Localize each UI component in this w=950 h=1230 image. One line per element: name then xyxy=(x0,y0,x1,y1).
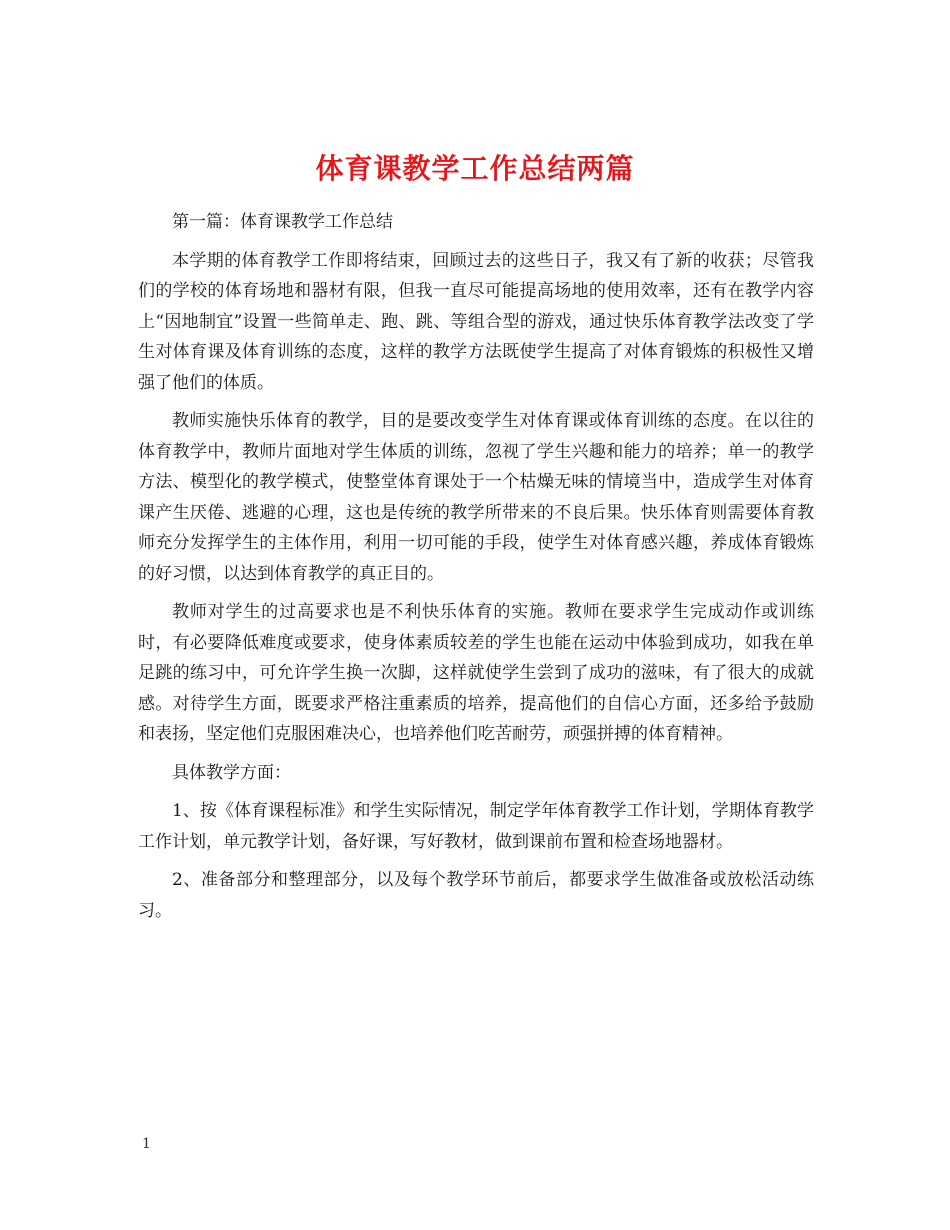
list-item: 2、准备部分和整理部分，以及每个教学环节前后，都要求学生做准备或放松活动练习。 xyxy=(138,870,814,921)
section-heading: 第一篇：体育课教学工作总结 xyxy=(172,212,393,232)
body-paragraph: 教师对学生的过高要求也是不利快乐体育的实施。教师在要求学生完成动作或训练时，有必要降低难度或要求，使身体素质较差的学生也能在运动中体验到成功，如我在单足跳的练习中，可允许学生换一次脚，这样就使学生尝到了成功的滋味，有了很大的成就感。对待学生方面，既要求严格注重素质的培养，提高他们的自信心方面，还多给予鼓励和表扬，坚定他们克服困难决心，也培养他们吃苦耐劳，顽强拼搏的体育精神。 xyxy=(138,602,814,744)
subsection-heading: 具体教学方面： xyxy=(172,762,291,783)
page-number: 1 xyxy=(142,1136,151,1152)
document-body xyxy=(138,207,814,934)
document-title: 体育课教学工作总结两篇 xyxy=(315,151,635,185)
body-paragraph: 本学期的体育教学工作即将结束，回顾过去的这些日子，我又有了新的收获；尽管我们的学校的体育场地和器材有限，但我一直尽可能提高场地的使用效率，还有在教学内容上“因地制宜”设置一些简单走、跑、跳、等组合型的游戏，通过快乐体育教学法改变了学生对体育课及体育训练的态度，这样的教学方法既使学生提高了对体育锻炼的积极性又增强了他们的体质。 xyxy=(138,250,814,393)
list-item: 1、按《体育课程标准》和学生实际情况，制定学年体育教学工作计划，学期体育教学工作计划，单元教学计划，备好课，写好教材，做到课前布置和检查场地器材。 xyxy=(138,801,814,852)
body-paragraph: 教师实施快乐体育的教学，目的是要改变学生对体育课或体育训练的态度。在以往的体育教学中，教师片面地对学生体质的训练，忽视了学生兴趣和能力的培养；单一的教学方法、模型化的教学模式，使整堂体育课处于一个枯燥无味的情境当中，造成学生对体育课产生厌倦、逃避的心理，这也是传统的教学所带来的不良后果。快乐体育则需要体育教师充分发挥学生的主体作用，利用一切可能的手段，使学生对体育感兴趣，养成体育锻炼的好习惯，以达到体育教学的真正目的。 xyxy=(138,411,814,584)
